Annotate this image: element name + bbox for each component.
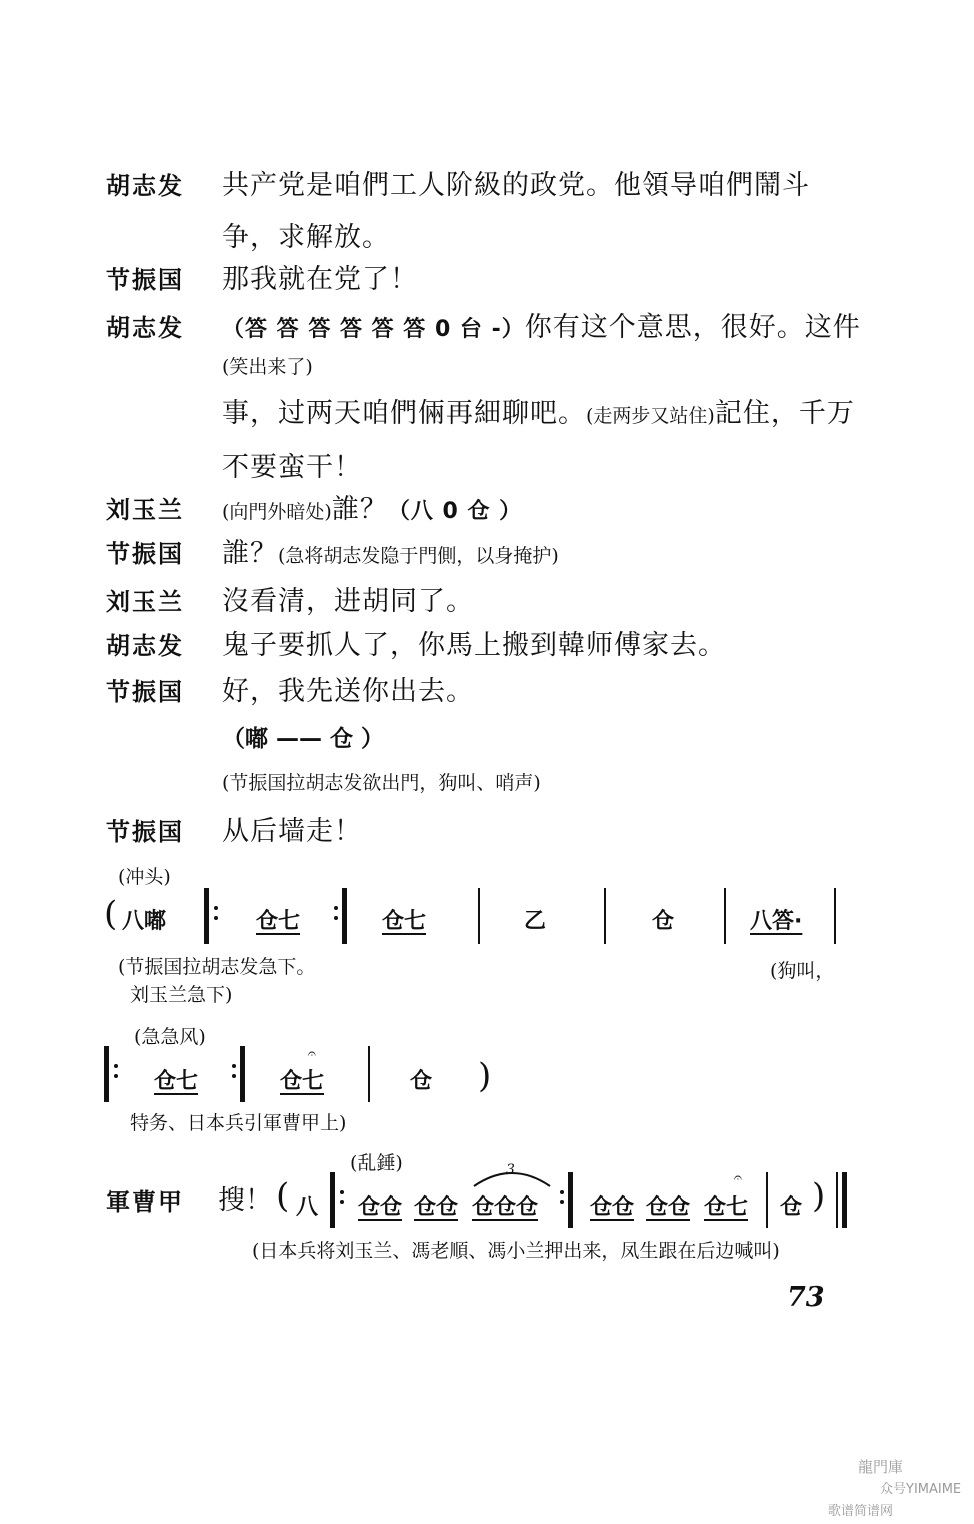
close-paren: ): [812, 1176, 826, 1216]
repeat-dots: [214, 900, 218, 926]
dialogue-text: 誰？: [222, 538, 278, 569]
dialogue-text: 沒看清，进胡同了。: [222, 586, 474, 617]
score-note: 仓仓: [358, 1195, 403, 1220]
bar-line: [604, 888, 606, 944]
dialogue-text: 搜！: [218, 1185, 272, 1216]
bar-line: [478, 888, 480, 944]
stage-direction: (走两步又站住): [586, 405, 715, 427]
score-note: 仓仓: [590, 1195, 635, 1220]
speaker-name: 胡志发: [106, 314, 184, 342]
dialogue-text: 共产党是咱們工人阶級的政党。他領导咱們鬧斗争，求解放。: [222, 170, 810, 253]
stage-direction: (节振国拉胡志发欲出門，狗叫、哨声): [222, 772, 541, 794]
dialogue-text: 好，我先送你出去。: [222, 676, 474, 707]
bar-line: [724, 888, 726, 944]
score-note: 仓七: [280, 1069, 325, 1094]
triplet-number: 3: [506, 1162, 515, 1178]
speaker-name: 节振国: [106, 678, 184, 706]
speaker-name: 刘玉兰: [106, 588, 184, 616]
score-label: (急急风): [134, 1026, 206, 1048]
stage-direction: (狗叫，: [770, 960, 835, 982]
speaker-name: 节振国: [106, 818, 184, 846]
score-note: 仓仓仓: [472, 1195, 539, 1220]
repeat-bar: [204, 888, 209, 944]
fermata-icon: 𝄐: [308, 1046, 316, 1062]
dialogue-text: 事，过两天咱們倆再細聊吧。: [222, 398, 586, 429]
watermark-site: 歌谱简谱网: [828, 1504, 894, 1519]
repeat-bar: [330, 1172, 335, 1228]
score-note: 仓七: [704, 1195, 749, 1220]
stage-direction: (日本兵将刘玉兰、馮老順、馮小兰押出来，凤生跟在后边喊叫): [252, 1240, 780, 1262]
close-paren: ): [478, 1056, 492, 1096]
speaker-name: 刘玉兰: [106, 496, 184, 524]
score-note: 仓: [410, 1069, 433, 1094]
fermata-icon: 𝄐: [734, 1170, 742, 1186]
percussion-cue: （八 0 仓 ）: [387, 499, 523, 524]
page-number: 73: [787, 1282, 825, 1313]
score-note: 八: [296, 1195, 319, 1220]
bar-line: [766, 1172, 768, 1228]
open-paren: (: [104, 894, 118, 934]
score-note: 仓七: [154, 1069, 199, 1094]
dialogue-text: 从后墙走！: [222, 816, 362, 847]
final-bar-thick: [842, 1172, 847, 1228]
score-note: 八答·: [750, 909, 803, 934]
speaker-name: 胡志发: [106, 172, 184, 200]
score-note: 八嘟: [122, 909, 167, 934]
repeat-dots: [560, 1184, 564, 1210]
dialogue-text: 你有这个意思，很好。这件: [524, 312, 861, 343]
repeat-bar: [240, 1046, 245, 1102]
score-label: (乱錘): [350, 1152, 403, 1174]
repeat-dots: [334, 900, 338, 926]
repeat-bar: [104, 1046, 109, 1102]
stage-direction: 刘玉兰急下): [130, 984, 233, 1006]
dialogue-text: 鬼子要抓人了，你馬上搬到韓师傅家去。: [222, 630, 726, 661]
open-paren: (: [276, 1176, 290, 1216]
dialogue-text: 那我就在党了！: [222, 264, 418, 295]
watermark-sub: 众号YIMAIME: [880, 1482, 962, 1497]
score-note: 乙: [524, 909, 547, 934]
score-note: 仓七: [382, 909, 427, 934]
speaker-name: 胡志发: [106, 632, 184, 660]
speaker-name: 軍曹甲: [106, 1188, 184, 1216]
repeat-dots: [340, 1184, 344, 1210]
speaker-name: 节振国: [106, 266, 184, 294]
score-note: 仓仓: [414, 1195, 459, 1220]
dialogue-text: 誰？: [331, 494, 388, 525]
percussion-cue: （答 答 答 答 答 答 0 台 -）: [222, 317, 525, 342]
repeat-bar: [342, 888, 347, 944]
percussion-cue: （嘟 —— 仓 ）: [222, 726, 385, 752]
score-note: 仓: [652, 909, 675, 934]
stage-direction: (向門外暗处): [222, 501, 332, 523]
speaker-name: 节振国: [106, 540, 184, 568]
stage-direction: (节振国拉胡志发急下。: [118, 956, 316, 978]
final-bar-thin: [836, 1172, 838, 1228]
bar-line: [368, 1046, 370, 1102]
stage-direction: (笑出来了): [222, 356, 313, 378]
repeat-dots: [114, 1058, 118, 1084]
repeat-dots: [232, 1058, 236, 1084]
dialogue-text: 記住，千万不要蛮干！: [222, 398, 855, 483]
stage-direction: (急将胡志发隐于門側，以身掩护): [278, 545, 559, 567]
bar-line: [834, 888, 836, 944]
repeat-bar: [568, 1172, 573, 1228]
watermark-brand: 龍門庫: [858, 1458, 904, 1476]
score-note: 仓: [780, 1195, 803, 1220]
score-label: (冲头): [118, 866, 171, 888]
score-note: 仓七: [256, 909, 301, 934]
score-note: 仓仓: [646, 1195, 691, 1220]
stage-direction: 特务、日本兵引軍曹甲上): [130, 1112, 347, 1134]
